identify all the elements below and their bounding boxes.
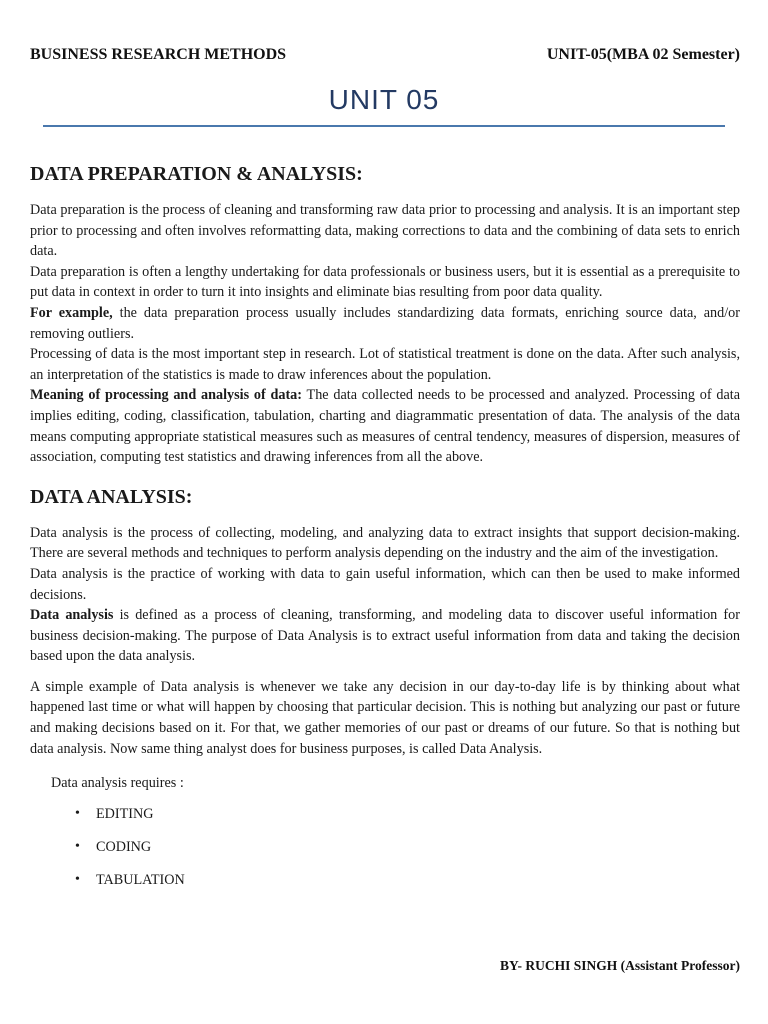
paragraph-text: is defined as a process of cleaning, transforming, and modeling data to discover useful information for business decision-making. The purpose of Data Analysis is to extract useful information from data and taking the decision based upon the data analysis. (30, 607, 740, 665)
list-item-label: EDITING (96, 806, 154, 823)
list-item (30, 804, 740, 837)
list-item (30, 870, 740, 903)
unit-title: UNIT 05 (328, 84, 440, 115)
paragraph (30, 385, 740, 467)
list-item (30, 837, 740, 870)
requirements-label: Data analysis requires : (51, 775, 184, 792)
header-unit-label: UNIT-05(MBA 02 Semester) (546, 46, 740, 63)
section-heading-data-preparation: DATA PREPARATION & ANALYSIS: (30, 163, 363, 185)
paragraph: Processing of data is the most important step in research. Lot of statistical treatment is done on the data. After such analysis, an interpretation of the statistics is made to draw inferences about the population. (30, 346, 740, 383)
paragraph: A simple example of Data analysis is whenever we take any decision in our day-to-day life is by thinking about what happened last time or what will happen by choosing that particular decision. This is nothing but analyzing our past or future and making decisions based on it. For that, we gather memories of our past or dreams of our future. So that is nothing but data analysis. Now same thing analyst does for business purposes, is called Data Analysis. (30, 678, 740, 757)
paragraph (30, 303, 740, 344)
paragraph: Data analysis is the practice of working with data to gain useful information, which can then be used to make informed decisions. (30, 565, 740, 603)
page-header (30, 46, 740, 64)
paragraph: Data preparation is often a lengthy undertaking for data professionals or business users, but it is essential as a prerequisite to put data in context in order to turn it into insights and eliminate bias resulting from poor data quality. (30, 263, 740, 301)
requirements-list (30, 804, 740, 903)
section-heading-data-analysis: DATA ANALYSIS: (30, 485, 193, 508)
title-underline (43, 125, 725, 127)
bullet-icon: • (75, 872, 80, 888)
bold-lead: Meaning of processing and analysis of data: (30, 387, 302, 404)
bullet-icon: • (75, 839, 80, 855)
paragraph: Data preparation is the process of cleaning and transforming raw data prior to processing and analysis. It is an important step prior to processing and often involves reformatting data, making corrections to data and the combining of data sets to enrich data. (30, 202, 740, 260)
bold-lead: Data analysis (30, 607, 114, 624)
paragraph (30, 605, 740, 667)
bullet-icon: • (75, 806, 80, 822)
author-credit: BY- RUCHI SINGH (Assistant Professor) (499, 958, 740, 973)
paragraph-text: The data collected needs to be processed and analyzed. Processing of data implies editing, coding, classification, tabulation, charting and diagrammatic presentation of data. The analysis of the data means computing appropriate statistical measures such as measures of central tendency, measures of dispersion, measures of association, computing test statistics and drawing inferences from all the above. (30, 387, 740, 466)
bold-lead: For example, (30, 304, 113, 321)
list-item-label: CODING (96, 839, 152, 856)
document-body (30, 163, 740, 903)
header-course-title: BUSINESS RESEARCH METHODS (30, 46, 287, 63)
list-item-label: TABULATION (96, 872, 185, 889)
paragraph-text: the data preparation process usually includes standardizing data formats, enriching source data, and/or removing outliers. (30, 304, 740, 342)
paragraph: Data analysis is the process of collecting, modeling, and analyzing data to extract insights that support decision-making. There are several methods and techniques to perform analysis depending on the industry and the aim of the investigation. (30, 524, 740, 562)
